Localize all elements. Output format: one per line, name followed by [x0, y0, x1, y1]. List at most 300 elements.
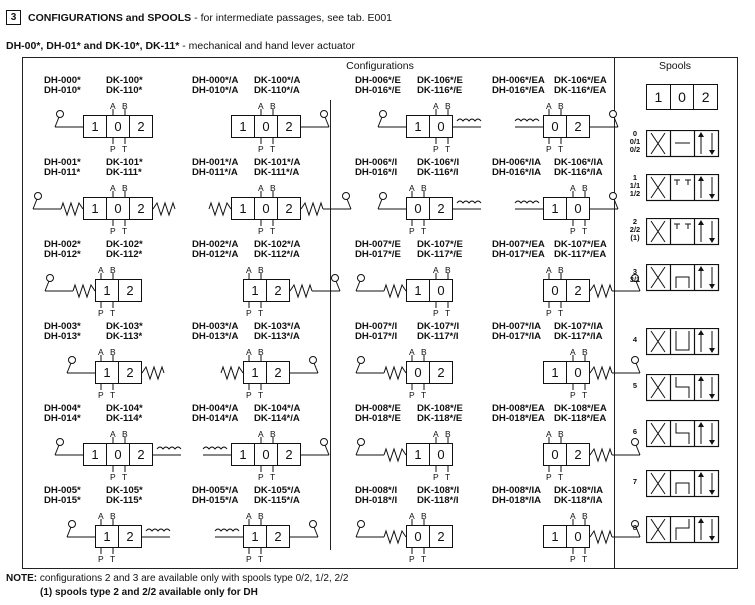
port-label-b: B	[122, 183, 128, 193]
port-label-t: T	[445, 144, 451, 154]
valve-position-box: 0	[406, 525, 430, 548]
valve-position-box: 2	[277, 443, 301, 466]
valve-position-box: 1	[83, 197, 107, 220]
lever-handle	[55, 117, 59, 127]
spring	[384, 285, 406, 297]
section-number: 3	[6, 10, 21, 25]
detent-notches	[515, 201, 539, 203]
valve-symbol	[480, 76, 630, 158]
valve-symbol	[480, 158, 630, 240]
port-label-a: A	[433, 429, 439, 439]
lever-knob	[47, 275, 54, 282]
port-label-a: A	[98, 511, 104, 521]
detent-notches	[203, 447, 227, 449]
config-code: DK-117*/IA	[554, 331, 603, 342]
valve-symbol	[32, 486, 182, 568]
config-code: DH-013*/A	[192, 331, 239, 342]
config-code: DK-108*/EA	[554, 403, 607, 414]
config-code: DH-006*/E	[355, 75, 401, 86]
spool-symbol	[646, 218, 722, 248]
valve-position-box: 2	[118, 525, 142, 548]
valve-position-box: 0	[106, 443, 130, 466]
spool-label: 7	[632, 477, 638, 486]
config-code: DH-006*/IA	[492, 157, 542, 168]
config-code: DK-104*/A	[254, 403, 301, 414]
valve-symbol	[343, 404, 493, 486]
spool-row	[622, 468, 732, 504]
config-code: DH-001*	[44, 157, 81, 168]
port-label-t: T	[270, 144, 276, 154]
spool-row	[622, 262, 732, 298]
lever-knob	[380, 193, 387, 200]
lever-knob	[321, 111, 328, 118]
port-label-b: B	[258, 511, 264, 521]
port-label-p: P	[110, 472, 116, 482]
valve-symbol	[343, 240, 493, 322]
config-code: DK-108*/I	[417, 485, 460, 496]
spool-pos-1: 1	[647, 85, 671, 109]
note-label: NOTE:	[6, 573, 38, 584]
config-code: DK-111*/A	[254, 167, 300, 178]
lever-handle	[325, 445, 329, 455]
lever-knob	[358, 275, 365, 282]
valve-symbol	[180, 158, 330, 240]
detent-notches	[515, 119, 539, 121]
lever-handle	[356, 445, 360, 455]
config-code: DH-002*	[44, 239, 81, 250]
subtitle-models: DH-00*, DH-01* and DK-10*, DK-11*	[6, 40, 180, 52]
config-cell	[480, 158, 630, 240]
config-code: DH-015*/A	[192, 495, 239, 506]
port-label-a: A	[246, 511, 252, 521]
subtitle	[6, 40, 355, 52]
valve-symbol	[32, 76, 182, 158]
port-label-b: B	[445, 101, 451, 111]
config-code: DH-017*/IA	[492, 331, 542, 342]
config-code: DK-116*/I	[417, 167, 459, 178]
lever-handle	[45, 281, 49, 291]
config-cell	[32, 322, 182, 404]
spool-symbol	[646, 420, 722, 450]
spring	[590, 531, 612, 543]
config-code: DK-105*/A	[254, 485, 301, 496]
config-code: DK-102*	[106, 239, 143, 250]
config-code: DK-110*/A	[254, 85, 300, 96]
config-cell	[343, 76, 493, 158]
spool-body	[647, 175, 719, 201]
lever-knob	[69, 521, 76, 528]
detent-notches	[157, 447, 181, 449]
port-label-t: T	[258, 390, 264, 400]
config-code: DK-106*/I	[417, 157, 460, 168]
port-label-a: A	[409, 347, 415, 357]
lever-knob	[69, 357, 76, 364]
port-label-p: P	[98, 390, 104, 400]
port-label-p: P	[98, 554, 104, 564]
valve-position-box: 2	[266, 525, 290, 548]
config-code: DK-107*/IA	[554, 321, 604, 332]
config-code: DH-011*	[44, 167, 81, 178]
valve-symbol	[32, 158, 182, 240]
valve-position-box: 2	[429, 525, 453, 548]
section-title: CONFIGURATIONS and SPOOLS	[28, 11, 192, 24]
valve-position-box: 1	[243, 279, 267, 302]
config-code: DH-017*/E	[355, 249, 401, 260]
config-code: DH-008*/EA	[492, 403, 545, 414]
spool-position-header	[646, 84, 718, 110]
config-code: DK-117*/I	[417, 331, 459, 342]
port-label-a: A	[409, 511, 415, 521]
port-label-a: A	[546, 265, 552, 275]
valve-position-box: 0	[429, 115, 453, 138]
port-label-b: B	[110, 511, 116, 521]
section-title-suffix: - for intermediate passages, see tab. E001	[194, 11, 393, 24]
lever-knob	[358, 521, 365, 528]
port-label-t: T	[558, 472, 564, 482]
valve-position-box: 2	[118, 279, 142, 302]
config-code: DK-105*	[106, 485, 143, 496]
lever-knob	[610, 193, 617, 200]
config-code: DH-016*/EA	[492, 85, 545, 96]
spring	[384, 449, 406, 461]
valve-position-box: 1	[95, 361, 119, 384]
port-label-p: P	[570, 226, 576, 236]
section-header	[6, 10, 392, 25]
config-code: DH-008*/I	[355, 485, 398, 496]
config-cell	[180, 322, 330, 404]
config-code: DK-116*/IA	[554, 167, 603, 178]
lever-knob	[358, 439, 365, 446]
port-label-p: P	[110, 144, 116, 154]
spool-label: 0 0/1 0/2	[629, 129, 641, 154]
port-label-t: T	[421, 390, 427, 400]
valve-position-box: 0	[106, 115, 130, 138]
spring	[590, 449, 612, 461]
spool-symbol	[646, 470, 722, 500]
valve-position-box: 2	[277, 115, 301, 138]
port-label-t: T	[258, 554, 264, 564]
port-label-a: A	[110, 183, 116, 193]
port-label-b: B	[270, 429, 276, 439]
lever-handle	[67, 363, 71, 373]
detent-notches	[215, 529, 239, 531]
valve-position-box: 0	[566, 525, 590, 548]
port-label-a: A	[98, 265, 104, 275]
valve-position-box: 1	[95, 525, 119, 548]
port-label-p: P	[409, 390, 415, 400]
port-label-t: T	[558, 144, 564, 154]
config-code: DH-014*/A	[192, 413, 239, 424]
config-code: DK-103*	[106, 321, 143, 332]
valve-symbol	[343, 322, 493, 404]
config-code: DK-113*/A	[254, 331, 300, 342]
lever-handle	[67, 527, 71, 537]
valve-symbol	[180, 76, 330, 158]
valve-symbol	[480, 240, 630, 322]
config-code: DK-114*	[106, 413, 143, 424]
port-label-p: P	[246, 554, 252, 564]
subtitle-desc: - mechanical and hand lever actuator	[179, 40, 355, 52]
lever-handle	[356, 363, 360, 373]
config-code: DK-107*/I	[417, 321, 460, 332]
config-code: DH-012*	[44, 249, 81, 260]
config-code: DK-118*/E	[417, 413, 463, 424]
valve-position-box: 0	[543, 443, 567, 466]
valve-position-box: 2	[129, 443, 153, 466]
config-code: DK-107*/E	[417, 239, 463, 250]
valve-position-box: 1	[231, 115, 255, 138]
valve-position-box: 1	[543, 361, 567, 384]
lever-knob	[610, 111, 617, 118]
config-code: DK-118*/EA	[554, 413, 607, 424]
port-label-t: T	[110, 308, 116, 318]
note-footnote: (1) spools type 2 and 2/2 available only for DH	[40, 587, 258, 598]
port-label-p: P	[570, 390, 576, 400]
lever-knob	[310, 521, 317, 528]
config-cell	[32, 158, 182, 240]
config-code: DH-002*/A	[192, 239, 239, 250]
spool-symbol	[646, 516, 722, 546]
config-cell	[343, 240, 493, 322]
config-code: DK-104*	[106, 403, 143, 414]
config-code: DK-101*	[106, 157, 143, 168]
spool-label: 1 1/1 1/2	[629, 173, 641, 198]
valve-position-box: 0	[566, 361, 590, 384]
config-code: DH-016*/E	[355, 85, 401, 96]
config-code: DK-102*/A	[254, 239, 301, 250]
note	[6, 573, 348, 584]
spool-label: 3 3/1	[629, 267, 641, 284]
config-code: DK-101*/A	[254, 157, 301, 168]
port-label-t: T	[582, 390, 588, 400]
config-cell	[343, 322, 493, 404]
spool-pos-2: 2	[701, 89, 710, 105]
spools-header: Spools	[658, 60, 692, 72]
port-label-p: P	[433, 144, 439, 154]
spool-label: 5	[632, 381, 638, 390]
port-label-a: A	[110, 429, 116, 439]
config-code: DK-115*/A	[254, 495, 300, 506]
port-label-p: P	[258, 144, 264, 154]
spring	[290, 285, 312, 297]
spring	[153, 203, 175, 215]
valve-position-box: 0	[406, 361, 430, 384]
config-cell	[32, 240, 182, 322]
valve-symbol	[480, 486, 630, 568]
valve-position-box: 1	[406, 279, 430, 302]
spool-row	[622, 216, 732, 252]
config-cell	[180, 158, 330, 240]
valve-position-box: 1	[231, 197, 255, 220]
lever-knob	[358, 357, 365, 364]
valve-position-box: 1	[83, 115, 107, 138]
valve-symbol	[32, 322, 182, 404]
config-cell	[343, 404, 493, 486]
port-label-p: P	[433, 472, 439, 482]
config-code: DH-016*/IA	[492, 167, 542, 178]
valve-position-box: 1	[95, 279, 119, 302]
config-code: DH-015*	[44, 495, 81, 506]
port-label-p: P	[409, 226, 415, 236]
port-label-p: P	[246, 390, 252, 400]
port-label-a: A	[246, 347, 252, 357]
port-label-b: B	[445, 429, 451, 439]
valve-position-box: 1	[406, 443, 430, 466]
config-code: DK-116*/E	[417, 85, 463, 96]
config-code: DH-017*/EA	[492, 249, 545, 260]
config-code: DH-018*/EA	[492, 413, 545, 424]
config-code: DH-017*/I	[355, 331, 398, 342]
spool-symbol	[646, 174, 722, 204]
config-code: DK-115*	[106, 495, 143, 506]
port-label-b: B	[258, 347, 264, 357]
port-label-p: P	[546, 144, 552, 154]
spool-row	[622, 372, 732, 408]
port-label-a: A	[570, 511, 576, 521]
spool-body	[647, 517, 719, 543]
config-code: DH-012*/A	[192, 249, 239, 260]
valve-symbol	[343, 486, 493, 568]
config-cell	[480, 322, 630, 404]
config-code: DH-013*	[44, 331, 81, 342]
config-code: DH-018*/I	[355, 495, 398, 506]
detent-notches	[457, 119, 481, 121]
lever-handle	[325, 117, 329, 127]
spool-body	[647, 329, 719, 355]
port-label-b: B	[582, 511, 588, 521]
config-cell	[32, 404, 182, 486]
config-code: DH-010*	[44, 85, 81, 96]
port-label-t: T	[445, 308, 451, 318]
port-label-a: A	[258, 429, 264, 439]
valve-position-box: 1	[83, 443, 107, 466]
valve-position-box: 2	[429, 197, 453, 220]
valve-symbol	[180, 404, 330, 486]
valve-position-box: 2	[266, 279, 290, 302]
lever-knob	[35, 193, 42, 200]
port-label-t: T	[270, 472, 276, 482]
valve-position-box: 1	[243, 361, 267, 384]
config-code: DH-006*/EA	[492, 75, 545, 86]
config-code: DK-106*/E	[417, 75, 463, 86]
config-code: DK-116*/EA	[554, 85, 607, 96]
port-label-a: A	[433, 265, 439, 275]
config-cell	[480, 486, 630, 568]
valve-position-box: 2	[118, 361, 142, 384]
valve-symbol	[32, 404, 182, 486]
lever-handle	[55, 445, 59, 455]
port-label-p: P	[246, 308, 252, 318]
detent-notches	[146, 529, 170, 531]
port-label-a: A	[409, 183, 415, 193]
spool-label: 8	[632, 523, 638, 532]
port-label-t: T	[122, 472, 128, 482]
lever-knob	[332, 275, 339, 282]
config-cell	[343, 158, 493, 240]
port-label-t: T	[122, 144, 128, 154]
lever-handle	[314, 363, 318, 373]
valve-position-box: 2	[429, 361, 453, 384]
config-cell	[480, 240, 630, 322]
config-code: DH-010*/A	[192, 85, 239, 96]
port-label-a: A	[246, 265, 252, 275]
port-label-b: B	[270, 183, 276, 193]
note-text: configurations 2 and 3 are available only with spools type 0/2, 1/2, 2/2	[37, 573, 349, 584]
config-code: DH-007*/I	[355, 321, 398, 332]
spool-row	[622, 514, 732, 550]
port-label-t: T	[258, 308, 264, 318]
spring	[221, 367, 243, 379]
port-label-p: P	[570, 554, 576, 564]
valve-position-box: 1	[543, 525, 567, 548]
config-code: DH-000*	[44, 75, 81, 86]
config-code: DK-117*/E	[417, 249, 463, 260]
valve-symbol	[180, 322, 330, 404]
config-code: DH-004*/A	[192, 403, 239, 414]
port-label-a: A	[546, 101, 552, 111]
valve-position-box: 2	[129, 115, 153, 138]
lever-handle	[33, 199, 37, 209]
config-code: DK-100*/A	[254, 75, 301, 86]
config-code: DK-117*/EA	[554, 249, 607, 260]
port-label-b: B	[421, 183, 427, 193]
port-label-a: A	[546, 429, 552, 439]
config-code: DK-112*/A	[254, 249, 300, 260]
port-label-b: B	[122, 429, 128, 439]
port-label-p: P	[258, 472, 264, 482]
port-label-p: P	[433, 308, 439, 318]
config-code: DH-003*	[44, 321, 81, 332]
config-cell	[180, 404, 330, 486]
config-cell	[32, 486, 182, 568]
lever-knob	[380, 111, 387, 118]
lever-handle	[614, 117, 618, 127]
spool-row	[622, 172, 732, 208]
config-code: DH-018*/IA	[492, 495, 542, 506]
config-code: DK-108*/IA	[554, 485, 604, 496]
valve-position-box: 2	[566, 279, 590, 302]
valve-symbol	[480, 404, 630, 486]
port-label-t: T	[110, 390, 116, 400]
config-code: DH-003*/A	[192, 321, 239, 332]
spool-row	[622, 128, 732, 164]
port-label-b: B	[582, 347, 588, 357]
lever-knob	[310, 357, 317, 364]
config-code: DH-011*/A	[192, 167, 238, 178]
spring	[61, 203, 83, 215]
config-code: DK-107*/EA	[554, 239, 607, 250]
port-label-b: B	[558, 101, 564, 111]
port-label-b: B	[270, 101, 276, 111]
config-code: DH-016*/I	[355, 167, 398, 178]
valve-position-box: 2	[266, 361, 290, 384]
valve-position-box: 1	[243, 525, 267, 548]
valve-position-box: 2	[566, 443, 590, 466]
spring	[384, 367, 406, 379]
valve-position-box: 0	[106, 197, 130, 220]
spool-row	[622, 326, 732, 362]
config-code: DK-106*/IA	[554, 157, 604, 168]
spool-symbol	[646, 130, 722, 160]
config-code: DH-005*	[44, 485, 81, 496]
port-label-a: A	[570, 347, 576, 357]
spool-pos-0: 0	[671, 85, 695, 109]
lever-handle	[378, 117, 382, 127]
config-code: DK-118*/IA	[554, 495, 603, 506]
port-label-p: P	[98, 308, 104, 318]
valve-position-box: 0	[254, 197, 278, 220]
config-code: DH-007*/E	[355, 239, 401, 250]
